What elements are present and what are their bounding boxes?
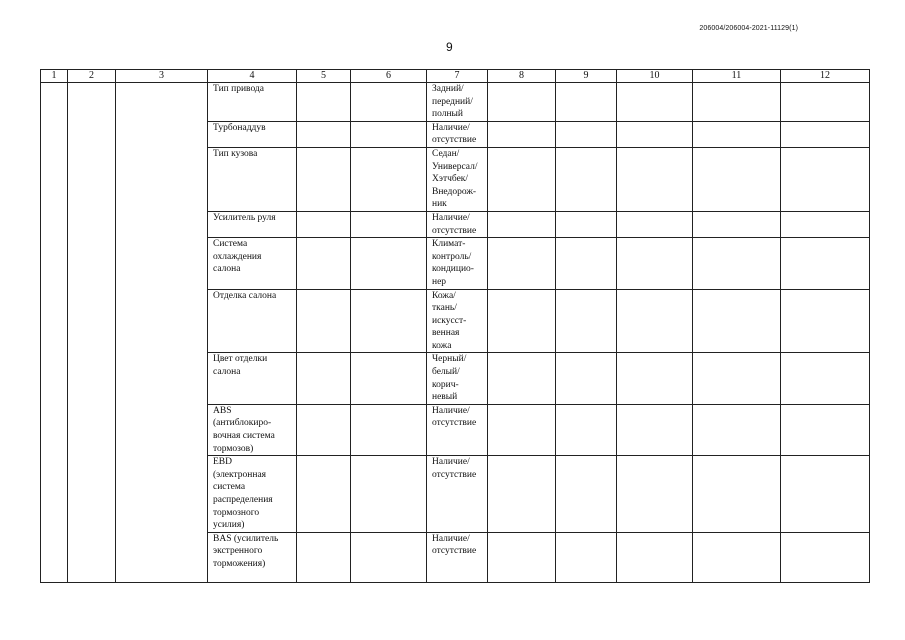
empty-cell — [351, 404, 427, 455]
empty-cell — [488, 456, 556, 533]
empty-cell — [617, 121, 693, 147]
options-cell: Задний/ передний/ полный — [427, 83, 488, 122]
column-header: 8 — [488, 70, 556, 83]
feature-cell: Система охлаждения салона — [208, 238, 297, 289]
options-cell: Черный/ белый/ корич- невый — [427, 353, 488, 404]
column-header: 3 — [116, 70, 208, 83]
empty-cell — [297, 238, 351, 289]
empty-cell — [693, 353, 781, 404]
empty-cell — [351, 289, 427, 353]
empty-cell — [617, 353, 693, 404]
column-number-row — [41, 70, 870, 83]
feature-cell: Усилитель руля — [208, 211, 297, 237]
empty-cell — [556, 211, 617, 237]
empty-cell — [556, 456, 617, 533]
empty-cell — [781, 147, 870, 211]
empty-cell — [617, 147, 693, 211]
options-cell: Наличие/ отсутствие — [427, 456, 488, 533]
options-cell: Наличие/ отсутствие — [427, 532, 488, 582]
empty-cell — [488, 211, 556, 237]
empty-cell — [351, 456, 427, 533]
empty-cell — [488, 121, 556, 147]
empty-cell — [297, 121, 351, 147]
empty-cell — [617, 238, 693, 289]
empty-cell — [488, 238, 556, 289]
empty-cell — [297, 289, 351, 353]
empty-cell — [556, 83, 617, 122]
feature-cell: Отделка салона — [208, 289, 297, 353]
empty-cell — [297, 456, 351, 533]
empty-cell — [693, 532, 781, 582]
empty-cell — [297, 83, 351, 122]
empty-cell — [781, 83, 870, 122]
feature-cell: ABS (антиблокиро- вочная система тормозов) — [208, 404, 297, 455]
empty-cell — [116, 83, 208, 583]
empty-cell — [781, 289, 870, 353]
column-header: 4 — [208, 70, 297, 83]
column-header: 5 — [297, 70, 351, 83]
column-header: 7 — [427, 70, 488, 83]
empty-cell — [781, 121, 870, 147]
empty-cell — [781, 353, 870, 404]
empty-cell — [351, 353, 427, 404]
empty-cell — [693, 83, 781, 122]
empty-cell — [488, 532, 556, 582]
feature-cell: BAS (усилитель экстренного торможения) — [208, 532, 297, 582]
empty-cell — [781, 532, 870, 582]
options-cell: Климат- контроль/ кондицио- нер — [427, 238, 488, 289]
empty-cell — [556, 121, 617, 147]
empty-cell — [617, 404, 693, 455]
empty-cell — [297, 353, 351, 404]
empty-cell — [351, 121, 427, 147]
feature-cell: Цвет отделки салона — [208, 353, 297, 404]
empty-cell — [781, 238, 870, 289]
table-row — [41, 83, 870, 122]
column-header: 12 — [781, 70, 870, 83]
empty-cell — [693, 404, 781, 455]
options-cell: Седан/ Универсал/ Хэтчбек/ Внедорож- ник — [427, 147, 488, 211]
options-cell: Наличие/ отсутствие — [427, 121, 488, 147]
feature-cell: Турбонаддув — [208, 121, 297, 147]
empty-cell — [556, 353, 617, 404]
options-cell: Кожа/ ткань/ искусст- венная кожа — [427, 289, 488, 353]
empty-cell — [351, 238, 427, 289]
empty-cell — [617, 83, 693, 122]
column-header: 9 — [556, 70, 617, 83]
empty-cell — [297, 404, 351, 455]
empty-cell — [693, 456, 781, 533]
empty-cell — [351, 211, 427, 237]
empty-cell — [617, 532, 693, 582]
column-header: 1 — [41, 70, 68, 83]
empty-cell — [556, 404, 617, 455]
empty-cell — [556, 147, 617, 211]
specification-table — [40, 69, 870, 583]
empty-cell — [617, 456, 693, 533]
empty-cell — [693, 289, 781, 353]
empty-cell — [351, 83, 427, 122]
options-cell: Наличие/ отсутствие — [427, 211, 488, 237]
empty-cell — [297, 147, 351, 211]
empty-cell — [693, 211, 781, 237]
options-cell: Наличие/ отсутствие — [427, 404, 488, 455]
page-number: 9 — [446, 40, 453, 54]
empty-cell — [781, 404, 870, 455]
empty-cell — [617, 211, 693, 237]
empty-cell — [556, 532, 617, 582]
column-header: 2 — [68, 70, 116, 83]
empty-cell — [351, 147, 427, 211]
empty-cell — [41, 83, 68, 583]
empty-cell — [781, 456, 870, 533]
empty-cell — [68, 83, 116, 583]
empty-cell — [488, 353, 556, 404]
empty-cell — [488, 147, 556, 211]
feature-cell: Тип привода — [208, 83, 297, 122]
empty-cell — [488, 83, 556, 122]
document-id: 206004/206004-2021-11129(1) — [699, 25, 798, 32]
empty-cell — [488, 404, 556, 455]
empty-cell — [617, 289, 693, 353]
column-header: 6 — [351, 70, 427, 83]
empty-cell — [781, 211, 870, 237]
empty-cell — [693, 238, 781, 289]
empty-cell — [556, 238, 617, 289]
empty-cell — [297, 211, 351, 237]
column-header: 10 — [617, 70, 693, 83]
empty-cell — [351, 532, 427, 582]
empty-cell — [297, 532, 351, 582]
empty-cell — [693, 147, 781, 211]
empty-cell — [556, 289, 617, 353]
feature-cell: Тип кузова — [208, 147, 297, 211]
feature-cell: EBD (электронная система распределения тормозного усилия) — [208, 456, 297, 533]
column-header: 11 — [693, 70, 781, 83]
empty-cell — [488, 289, 556, 353]
empty-cell — [693, 121, 781, 147]
